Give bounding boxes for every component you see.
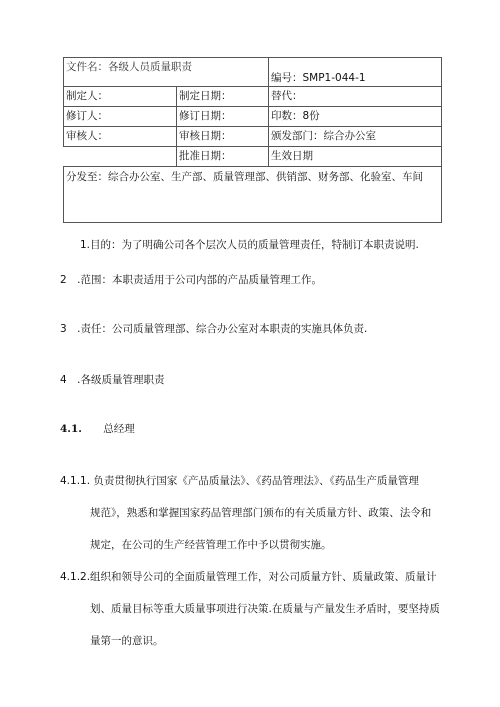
clause-4-1-1-line-3: 规定，在公司的生产经营管理工作中予以贯彻实施。: [90, 539, 332, 551]
clause-4-1-1-line-1: 4.1.1. 负责贯彻执行国家《产品质量法》、《药品管理法》、《药品生产质量管理: [60, 475, 419, 487]
section-3-responsibility: 3 .责任：公司质量管理部、综合办公室对本职责的实施具体负责.: [60, 323, 368, 335]
section-2-scope: 2 .范围：本职责适用于公司内部的产品质量管理工作。: [60, 274, 323, 286]
clause-4-1-2-line-3: 量第一的意识。: [90, 635, 164, 647]
file-name-cell: 文件名：各级人员质量职责: [64, 58, 269, 87]
distribution-cell: 分发至：综合办公室、生产部、质量管理部、供销部、财务部、化验室、车间: [64, 167, 442, 223]
issuing-dept-cell: 颁发部门：综合办公室: [269, 127, 442, 147]
document-header-table: [63, 57, 442, 223]
draft-date-cell: 制定日期：: [177, 87, 269, 107]
drafter-cell: 制定人：: [64, 87, 177, 107]
section-4-1-number: 4.1.: [60, 423, 82, 435]
revise-date-cell: 修订日期：: [177, 107, 269, 127]
review-date-cell: 审核日期：: [177, 127, 269, 147]
doc-number-cell: 编号：SMP1-044-1: [269, 58, 442, 87]
section-4-1-heading: [60, 422, 135, 436]
section-4-heading: 4 .各级质量管理职责: [60, 374, 165, 386]
copies-cell: 印数：8份: [269, 107, 442, 127]
section-4-1-title: 总经理: [103, 423, 135, 435]
clause-4-1-2-line-2: 划、质量目标等重大质量事项进行决策.在质量与产量发生矛盾时，要坚持质: [90, 603, 440, 615]
empty-cell: [64, 147, 177, 167]
clause-4-1-2-line-1: 4.1.2.组织和领导公司的全面质量管理工作，对公司质量方针、质量政策、质量计: [60, 571, 437, 583]
reviewer-cell: 审核人：: [64, 127, 177, 147]
reviser-cell: 修订人：: [64, 107, 177, 127]
effective-date-cell: 生效日期: [269, 147, 442, 167]
replaces-cell: 替代：: [269, 87, 442, 107]
approval-date-cell: 批准日期：: [177, 147, 269, 167]
section-1-purpose: 1.目的：为了明确公司各个层次人员的质量管理责任，特制订本职责说明.: [80, 239, 419, 251]
clause-4-1-1-line-2: 规范》，熟悉和掌握国家药品管理部门颁布的有关质量方针、政策、法令和: [90, 507, 432, 519]
